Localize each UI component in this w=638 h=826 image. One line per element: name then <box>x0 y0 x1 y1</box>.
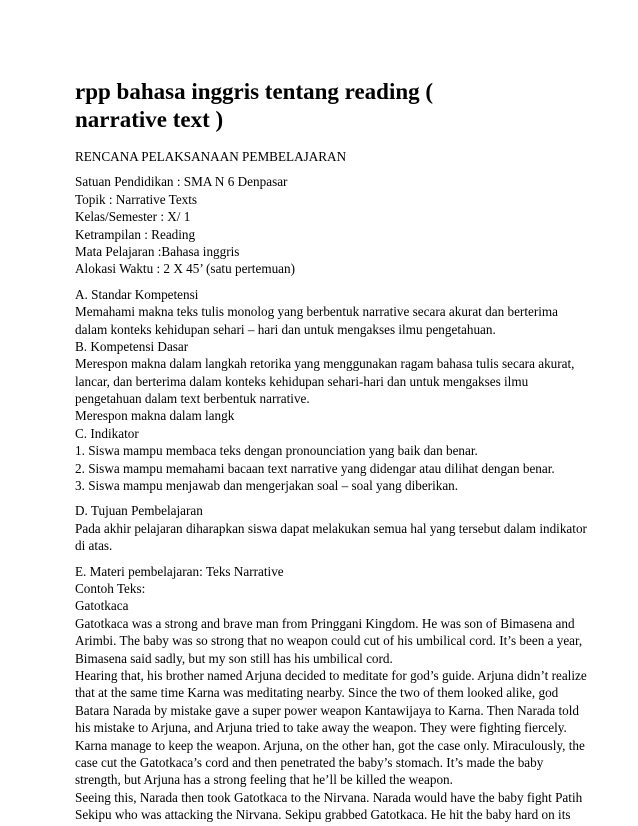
text-line: Sekipu who was attacking the Nirvana. Sekipu grabbed Gatotkaca. He hit the baby hard on its <box>75 807 571 823</box>
doc-heading: RENCANA PELAKSANAAN PEMBELAJARAN <box>75 149 347 164</box>
text-line: pengetahuan dalam text berbentuk narrative. <box>75 391 310 407</box>
text-line: Gatotkaca was a strong and brave man from Pringgani Kingdom. He was son of Bimasena and <box>75 615 575 631</box>
text-line: Contoh Teks: <box>75 580 146 596</box>
text-line: Karna manage to keep the weapon. Arjuna, on the other han, got the case only. Miraculously, the <box>75 737 585 753</box>
text-line: A. Standar Kompetensi <box>75 286 199 302</box>
text-line: Merespon makna dalam langkah retorika yang menggunakan ragam bahasa tulis secara akurat, <box>75 356 575 372</box>
text-line: dalam konteks kehidupan sehari – hari dan untuk mengakses ilmu pengetahuan. <box>75 321 496 337</box>
section-material <box>75 563 638 824</box>
title-line: narrative text ) <box>75 107 224 132</box>
text-line: Merespon makna dalam langk <box>75 408 235 424</box>
text-line: strength, but Arjuna has a strong feeling that he’ll be killed the weapon. <box>75 772 453 788</box>
document-title <box>75 78 555 134</box>
info-line: Satuan Pendidikan : SMA N 6 Denpasar <box>75 174 288 190</box>
info-line: Mata Pelajaran :Bahasa inggris <box>75 243 240 259</box>
text-line: Seeing this, Narada then took Gatotkaca to the Nirvana. Narada would have the baby fight Patih <box>75 789 583 805</box>
text-line: 3. Siswa mampu menjawab dan mengerjakan soal – soal yang diberikan. <box>75 478 459 494</box>
title-line: rpp bahasa inggris tentang reading ( <box>75 79 434 104</box>
text-line: di atas. <box>75 538 113 554</box>
section-objectives <box>75 502 638 554</box>
text-line: Hearing that, his brother named Arjuna decided to meditate for god’s guide. Arjuna didn’t realize <box>75 667 587 683</box>
text-line: his mistake to Arjuna, and Arjuna tried to take away the weapon. They were fighting fiercely. <box>75 720 567 736</box>
text-line: 2. Siswa mampu memahami bacaan text narrative yang didengar atau dilihat dengan benar. <box>75 460 555 476</box>
text-line: Memahami makna teks tulis monolog yang berbentuk narrative secara akurat dan berterima <box>75 304 558 320</box>
text-line: case cut the Gatotkaca’s cord and then penetrated the baby’s stomach. It’s made the baby <box>75 754 544 770</box>
info-line: Kelas/Semester : X/ 1 <box>75 209 191 225</box>
text-line: Arimbi. The baby was so strong that no weapon could cut of his umbilical cord. It’s been a year, <box>75 633 583 649</box>
text-line: E. Materi pembelajaran: Teks Narrative <box>75 563 284 579</box>
text-line: lancar, dan berterima dalam konteks kehidupan sehari-hari dan untuk mengakses ilmu <box>75 373 529 389</box>
section-standards <box>75 286 638 495</box>
text-line: Gatotkaca <box>75 598 129 614</box>
text-line: C. Indikator <box>75 425 139 441</box>
text-line: that at the same time Karna was meditating nearby. Since the two of them looked alike, god <box>75 685 559 701</box>
text-line: D. Tujuan Pembelajaran <box>75 503 203 519</box>
text-line: 1. Siswa mampu membaca teks dengan pronounciation yang baik dan benar. <box>75 443 478 459</box>
text-line: Bimasena said sadly, but my son still has his umbilical cord. <box>75 650 393 666</box>
text-line: B. Kompetensi Dasar <box>75 338 189 354</box>
info-line: Alokasi Waktu : 2 X 45’ (satu pertemuan) <box>75 261 296 277</box>
text-line: Batara Narada by mistake gave a super power weapon Kantawijaya to Karna. Then Narada told <box>75 702 579 718</box>
info-line: Topik : Narrative Texts <box>75 191 198 207</box>
text-line: Pada akhir pelajaran diharapkan siswa dapat melakukan semua hal yang tersebut dalam indikator <box>75 520 587 536</box>
info-block <box>75 173 638 277</box>
info-line: Ketrampilan : Reading <box>75 226 196 242</box>
